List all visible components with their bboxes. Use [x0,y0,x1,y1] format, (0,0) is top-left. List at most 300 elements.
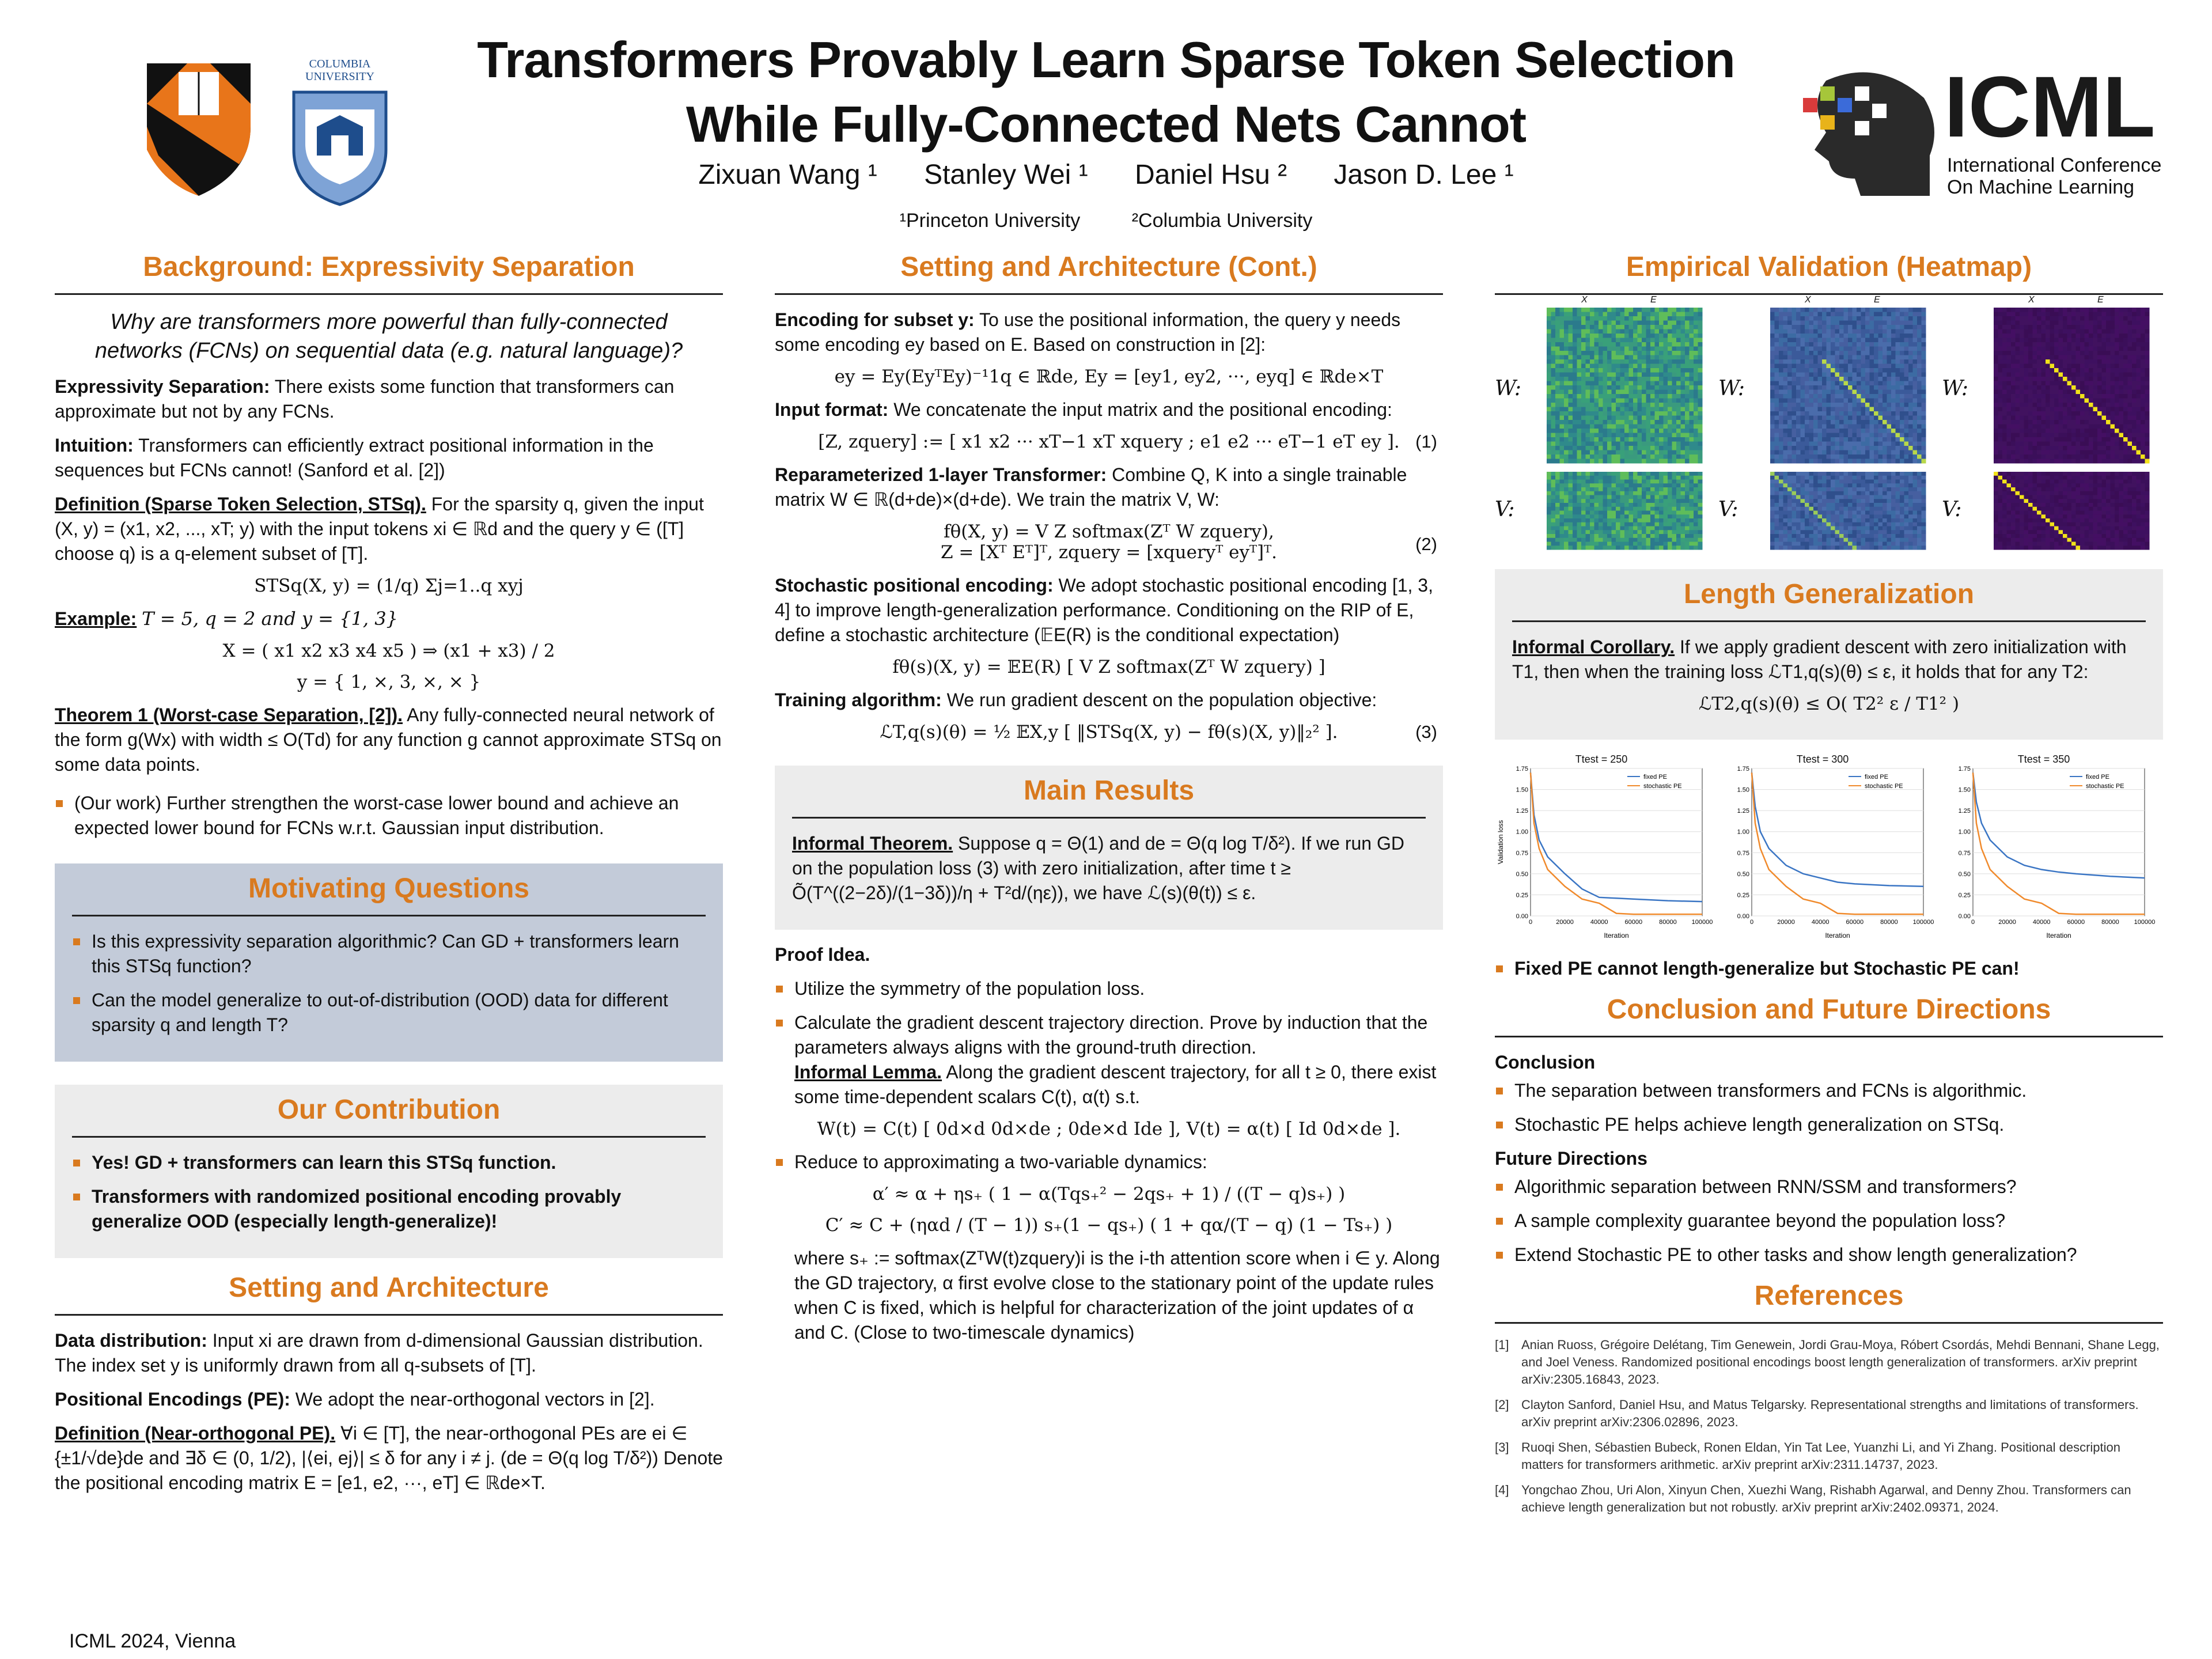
heatmap-cell [1676,491,1681,495]
heatmap-cell [2020,342,2024,347]
heatmap-cell [1787,454,1792,459]
heatmap-cell [1569,534,1573,538]
heatmap-cell [2106,329,2111,334]
heatmap-cell [1690,308,1694,312]
heatmap-cell [1922,499,1926,503]
heatmap-cell [1646,514,1651,518]
heatmap-cell [1607,351,1612,355]
heatmap-cell [1624,351,1629,355]
heatmap-cell [1642,364,1646,369]
heatmap-cell [1887,437,1892,442]
heatmap-cell [1870,312,1874,317]
heatmap-cell [1865,542,1870,546]
heatmap-cell [1792,377,1797,381]
heatmap-cell [1787,359,1792,364]
heatmap-cell [1650,377,1655,381]
heatmap-cell [1775,394,1779,399]
heatmap-cell [1775,483,1779,487]
heatmap-cell [1642,316,1646,321]
heatmap-cell [1857,359,1861,364]
heatmap-cell [1853,355,1857,360]
heatmap-cell [1870,416,1874,421]
heatmap-cell [1770,495,1775,499]
heatmap-cell [1646,503,1651,507]
heatmap-cell [1861,373,1866,377]
heatmap-cell [1865,385,1870,390]
heatmap-cell [1835,450,1840,455]
heatmap-cell [2028,381,2033,386]
heatmap-cell [2076,312,2081,317]
heatmap-cell [1603,338,1608,343]
heatmap-cell [1870,338,1874,343]
heatmap-cell [1827,491,1831,495]
heatmap-cell [1891,377,1896,381]
heatmap-cell [1650,321,1655,325]
heatmap-cell [1874,530,1878,534]
heatmap-cell [1676,480,1681,484]
heatmap-cell [1681,364,1685,369]
heatmap-cell [1870,522,1874,527]
heatmap-cell [1787,534,1792,538]
heatmap-cell [1913,308,1918,312]
heatmap-cell [1870,394,1874,399]
heatmap-cell [1870,507,1874,511]
heatmap-cell [1818,511,1823,515]
heatmap-cell [1779,351,1783,355]
heatmap-cell [1857,403,1861,407]
heatmap-cell [1633,511,1638,515]
heatmap-cell [1844,425,1849,429]
heatmap-cell [1865,338,1870,343]
heatmap-cell [2067,399,2072,403]
heatmap-cell [2002,342,2007,347]
heatmap-cell [1922,342,1926,347]
heatmap-cell [1624,527,1629,531]
heatmap-cell [1878,325,1883,329]
affiliation-list [346,210,1866,232]
heatmap-cell [1783,368,1788,373]
heatmap-cell [1844,364,1849,369]
heatmap-cell [1865,407,1870,412]
heatmap-cell [1783,385,1788,390]
heatmap-cell [2033,308,2037,312]
heatmap-cell [1698,522,1703,527]
heatmap-cell [2028,312,2033,317]
heatmap-cell [2093,390,2098,395]
heatmap-cell [1917,503,1922,507]
heatmap-cell [1659,518,1664,522]
heatmap-cell [1607,546,1612,550]
heatmap-cell [2024,359,2029,364]
heatmap-cell [1690,442,1694,446]
heatmap-cell [2080,390,2085,395]
heatmap-cell [1809,507,1814,511]
heatmap-cell [1624,491,1629,495]
heatmap-cell [1616,312,1620,317]
heatmap-cell [1659,368,1664,373]
heatmap-cell [1629,355,1634,360]
heatmap-cell [1775,385,1779,390]
heatmap-cell [1839,347,1844,351]
heatmap-cell [1822,403,1827,407]
heatmap-cell [1813,325,1818,329]
heatmap-cell [2111,399,2115,403]
heatmap-cell [2007,373,2012,377]
heatmap-cell [1659,514,1664,518]
heatmap-cell [2145,325,2150,329]
heatmap-cell [1818,514,1823,518]
heatmap-cell [1551,429,1556,433]
heatmap-cell [1857,364,1861,369]
heatmap-cell [1698,377,1703,381]
heatmap-cell [1827,527,1831,531]
heatmap-cell [1805,420,1809,425]
heatmap-cell [1801,368,1805,373]
heatmap-cell [2028,355,2033,360]
heatmap-cell [1775,368,1779,373]
heatmap-cell [1694,437,1698,442]
heatmap-cell [1620,312,1625,317]
heatmap-cell [1594,511,1599,515]
heatmap-cell [1922,316,1926,321]
heatmap-cell [1650,472,1655,476]
heatmap-cell [1655,416,1660,421]
heatmap-cell [1805,503,1809,507]
heatmap-cell [1917,546,1922,550]
heatmap-cell [1874,491,1878,495]
heatmap-cell [1904,316,1909,321]
heatmap-cell [1770,511,1775,515]
motivating-item-1: Is this expressivity separation algorithmic? Can GD + transformers learn this STSq function? [72,929,706,979]
heatmap-cell [1891,425,1896,429]
heatmap-cell [1690,399,1694,403]
heatmap-cell [2067,355,2072,360]
heatmap-cell [1913,534,1918,538]
heatmap-cell [1590,546,1594,550]
heatmap-cell [1779,368,1783,373]
heatmap-cell [1796,495,1801,499]
heatmap-cell [1698,308,1703,312]
heatmap-cell [1607,312,1612,317]
heatmap-cell [1624,316,1629,321]
heatmap-cell [1624,522,1629,527]
heatmap-cell [1887,407,1892,412]
heatmap-cell [1844,325,1849,329]
heatmap-cell [1590,514,1594,518]
heatmap-cell [1891,495,1896,499]
heatmap-cell [1624,394,1629,399]
heatmap-cell [2097,347,2102,351]
heatmap-cell [1629,399,1634,403]
heatmap-cell [1891,394,1896,399]
heatmap-cell [1904,487,1909,491]
heatmap-cell [1900,420,1904,425]
heatmap-cell [1624,381,1629,386]
heatmap-cell [1917,321,1922,325]
heatmap-cell [2024,351,2029,355]
heatmap-cell [1564,429,1569,433]
heatmap-cell [2080,381,2085,386]
heatmap-cell [1569,483,1573,487]
heatmap-cell [1607,530,1612,534]
heatmap-cell [1690,514,1694,518]
heatmap-cell [1913,342,1918,347]
heatmap-cell [1586,368,1590,373]
heatmap-cell [1664,433,1668,438]
heatmap-cell [1827,373,1831,377]
heatmap-cell [1698,433,1703,438]
heatmap-cell [1586,377,1590,381]
heatmap-cell [1904,312,1909,317]
heatmap-cell [2111,403,2115,407]
heatmap-cell [2054,399,2059,403]
heatmap-cell [2059,381,2063,386]
heatmap-cell [1638,459,1642,464]
heatmap-cell [2007,329,2012,334]
heatmap-cell [2071,359,2076,364]
heatmap-cell [1586,373,1590,377]
heatmap-cell [2050,321,2055,325]
heatmap-cell [1887,334,1892,338]
heatmap-cell [1603,347,1608,351]
heatmap-cell [2046,381,2050,386]
heatmap-cell [1900,407,1904,412]
heatmap-cell [1891,321,1896,325]
heatmap-cell [2007,394,2012,399]
heatmap-cell [1922,364,1926,369]
heatmap-cell [1865,514,1870,518]
heatmap-cell [1659,534,1664,538]
heatmap-cell [2011,308,2016,312]
heatmap-cell [1831,399,1835,403]
heatmap-cell [1891,480,1896,484]
heatmap-cell [1564,425,1569,429]
heatmap-cell [1564,487,1569,491]
heatmap-cell [1676,425,1681,429]
heatmap-cell [1796,487,1801,491]
heatmap-cell [1586,514,1590,518]
heatmap-cell [1668,347,1672,351]
heatmap-cell [1607,342,1612,347]
heatmap-cell [1853,518,1857,522]
heatmap-cell [2119,351,2124,355]
heatmap-cell [1616,338,1620,343]
heatmap-cell [1547,433,1551,438]
heatmap-cell [1607,433,1612,438]
heatmap-cell [1642,321,1646,325]
heatmap-cell [1813,446,1818,450]
heatmap-cell [1835,377,1840,381]
heatmap-cell [1655,511,1660,515]
heatmap-cell [1569,518,1573,522]
heatmap-cell [1827,403,1831,407]
heatmap-cell [1896,407,1900,412]
heatmap-cell [1599,491,1603,495]
heatmap-cell [1818,373,1823,377]
heatmap-cell [1874,527,1878,531]
heatmap-cell [1783,442,1788,446]
heatmap-cell [1646,487,1651,491]
heatmap-cell [1577,459,1582,464]
heatmap-cell [2063,342,2067,347]
heatmap-cell [2037,321,2041,325]
heatmap-cell [1908,446,1913,450]
heatmap-cell [1650,491,1655,495]
heatmap-cell [1586,411,1590,416]
heatmap-cell [1624,433,1629,438]
heatmap-cell [1865,454,1870,459]
heatmap-cell [2128,381,2133,386]
heatmap-cell [1655,542,1660,546]
heatmap-cell [1676,518,1681,522]
heatmap-cell [1586,416,1590,421]
heatmap-cell [1650,450,1655,455]
heatmap-cell [1698,476,1703,480]
heatmap-cell [1685,416,1690,421]
heatmap-cell [1676,487,1681,491]
heatmap-cell [2128,316,2133,321]
heatmap-cell [1796,329,1801,334]
heatmap-cell [1805,480,1809,484]
heatmap-cell [1887,321,1892,325]
heatmap-cell [2059,403,2063,407]
heatmap-cell [1805,329,1809,334]
heatmap-cell [1646,355,1651,360]
heatmap-cell [1690,390,1694,395]
heatmap-cell [1900,518,1904,522]
heatmap-cell [1775,351,1779,355]
heatmap-cell [1770,325,1775,329]
heatmap-cell [1913,411,1918,416]
heatmap-cell [1809,518,1814,522]
heatmap-cell [1865,347,1870,351]
heatmap-cell [2128,342,2133,347]
heatmap-cell [1913,480,1918,484]
heatmap-cell [1822,368,1827,373]
heatmap-cell [1569,446,1573,450]
heatmap-cell [1839,394,1844,399]
heatmap-cell [1586,530,1590,534]
heatmap-cell [1861,312,1866,317]
heatmap-cell [1822,480,1827,484]
heatmap-cell [1633,359,1638,364]
heatmap-cell [1690,518,1694,522]
heatmap-cell [1874,542,1878,546]
heatmap-cell [1655,355,1660,360]
heatmap-cell [1577,334,1582,338]
heatmap-cell [1831,491,1835,495]
heatmap-cell [1813,534,1818,538]
heatmap-cell [1629,437,1634,442]
heatmap-cell [1827,416,1831,421]
heatmap-cell [1831,308,1835,312]
heatmap-cell [1844,312,1849,317]
heatmap-cell [1801,342,1805,347]
heatmap-cell [1668,399,1672,403]
heatmap-cell [2093,351,2098,355]
heatmap-cell [1547,514,1551,518]
heatmap-cell [2067,373,2072,377]
heatmap-cell [1870,446,1874,450]
heatmap-cell [2016,312,2020,317]
heatmap-cell [1835,542,1840,546]
heatmap-cell [1685,411,1690,416]
heatmap-cell [1642,368,1646,373]
heatmap-cell [2115,364,2119,369]
heatmap-cell [1659,334,1664,338]
heatmap-cell [1835,368,1840,373]
heatmap-cell [1874,359,1878,364]
proof-item-1: Utilize the symmetry of the population loss. [775,976,1443,1001]
heatmap-cell [1620,351,1625,355]
heatmap-cell [1813,507,1818,511]
heatmap-cell [1694,522,1698,527]
heatmap-cell [1581,399,1586,403]
heatmap-cell [1801,321,1805,325]
heatmap-cell [1861,503,1866,507]
heatmap-cell [1857,491,1861,495]
heatmap-cell [1783,359,1788,364]
heatmap-cell [2080,364,2085,369]
heatmap-cell [1813,359,1818,364]
heatmap-cell [1664,542,1668,546]
heatmap-cell [1569,420,1573,425]
heatmap-cell [1555,546,1560,550]
heatmap-cell [1620,420,1625,425]
heatmap-cell [2132,312,2137,317]
heatmap-cell [2041,355,2046,360]
heatmap-cell [1844,546,1849,550]
heatmap-cell [1668,368,1672,373]
heatmap-cell [1555,338,1560,343]
heatmap-cell [1676,534,1681,538]
heatmap-cell [1917,334,1922,338]
heatmap-cell [1878,442,1883,446]
heatmap-cell [1681,511,1685,515]
heatmap-cell [1616,399,1620,403]
heatmap-cell [1839,373,1844,377]
heatmap-cell [1878,538,1883,542]
heatmap-cell [1857,329,1861,334]
heatmap-cell [1822,499,1827,503]
contribution-box [55,1085,723,1258]
heatmap-cell [1612,546,1616,550]
heatmap-cell [1659,429,1664,433]
heatmap-cell [2037,325,2041,329]
heatmap-cell [1650,538,1655,542]
heatmap-cell [1638,487,1642,491]
heatmap-cell [1624,429,1629,433]
heatmap-cell [1853,538,1857,542]
heatmap-cell [1783,487,1788,491]
heatmap-cell [1690,527,1694,531]
heatmap-cell [1624,437,1629,442]
heatmap-cell [1813,385,1818,390]
heatmap-cell [2141,351,2145,355]
heatmap-cell [1904,347,1909,351]
heatmap-cell [1620,459,1625,464]
heatmap-cell [2050,403,2055,407]
heatmap-cell [1801,433,1805,438]
heatmap-cell [1694,538,1698,542]
heatmap-cell [1624,342,1629,347]
heatmap-cell [1861,514,1866,518]
heatmap-cell [1698,420,1703,425]
heatmap-cell [1822,416,1827,421]
heatmap-cell [1664,429,1668,433]
heatmap-cell [2037,377,2041,381]
heatmap-cell [1883,487,1887,491]
